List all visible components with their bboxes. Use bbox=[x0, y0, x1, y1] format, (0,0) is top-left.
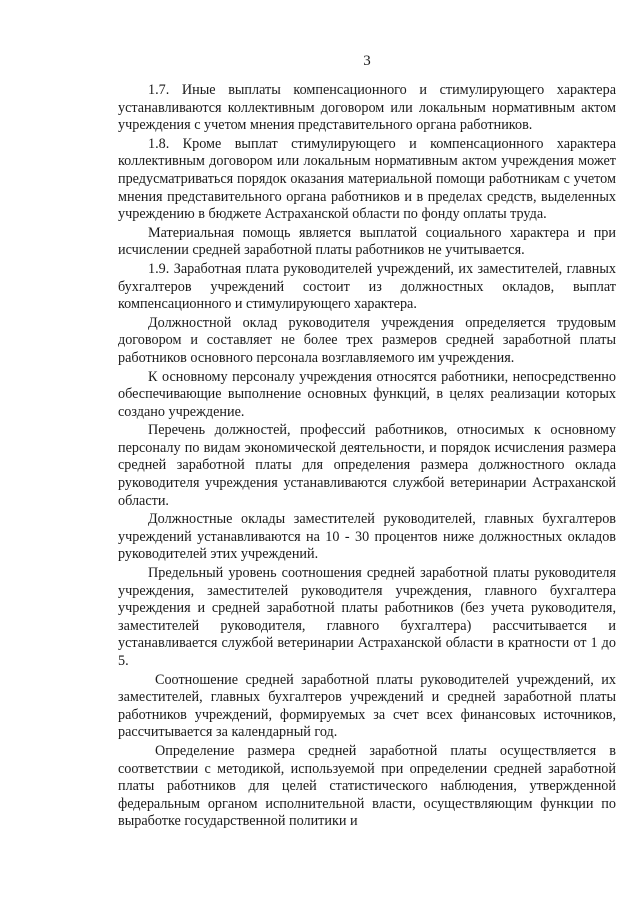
paragraph-material-aid: Материальная помощь является выплатой социального характера и при исчислении средней заработной платы работников не учитывается. bbox=[118, 224, 616, 259]
paragraph-core-staff: К основному персоналу учреждения относятся работники, непосредственно обеспечивающие выполнение основных функций, в целях реализации которых создано учреждение. bbox=[118, 368, 616, 420]
page-number: 3 bbox=[363, 53, 371, 69]
paragraph-positions-list: Перечень должностей, профессий работников, относимых к основному персоналу по видам экономической деятельности, и порядок исчисления размера средней заработной платы для определения размера должностного оклада руководителя учреждения устанавливаются службой ветеринарии Астраханской области. bbox=[118, 422, 616, 509]
paragraph-1-7: 1.7. Иные выплаты компенсационного и стимулирующего характера устанавливаются коллективным договором или локальным нормативным актом учреждения с учетом мнения представительного органа работников. bbox=[118, 82, 616, 134]
paragraph-ratio-calculation: Соотношение средней заработной платы руководителей учреждений, их заместителей, главных бухгалтеров учреждений и средней заработной платы работников учреждений, формируемых за счет всех финансовых источников, рассчитывается за календарный год. bbox=[118, 671, 616, 741]
paragraph-1-9: 1.9. Заработная плата руководителей учреждений, их заместителей, главных бухгалтеров учреждений состоит из должностных окладов, выплат компенсационного и стимулирующего характера. bbox=[118, 260, 616, 313]
paragraph-average-salary-method: Определение размера средней заработной платы осуществляется в соответствии с методикой, используемой при определении средней заработной платы работников для целей статистического наблюдения, утвержденной федеральным органом исполнительной власти, осуществляющим функции по выработке государственной политики и bbox=[118, 742, 616, 830]
paragraph-director-salary: Должностной оклад руководителя учреждения определяется трудовым договором и составляет не более трех размеров средней заработной платы работников основного персонала возглавляемого им учреждения. bbox=[118, 314, 616, 366]
paragraph-deputy-salary: Должностные оклады заместителей руководителей, главных бухгалтеров учреждений устанавливаются на 10 - 30 процентов ниже должностных окладов руководителей этих учреждений. bbox=[118, 511, 616, 563]
paragraph-ratio-limit: Предельный уровень соотношения средней заработной платы руководителя учреждения, заместителей руководителя учреждения, главного бухгалтера учреждения и средней заработной платы работников (без учета руководителя, заместителей руководителя, главного бухгалтера) рассчитывается и устанавливается службой ветеринарии Астраханской области в кратности от 1 до 5. bbox=[118, 565, 616, 669]
document-body bbox=[118, 82, 616, 831]
paragraph-1-8: 1.8. Кроме выплат стимулирующего и компенсационного характера коллективным договором или локальным нормативным актом учреждения может предусматриваться порядок оказания материальной помощи работникам с учетом мнения представительного органа работников и в пределах средств, выделенных учреждению в бюджете Астраханской области по фонду оплаты труда. bbox=[118, 135, 616, 223]
